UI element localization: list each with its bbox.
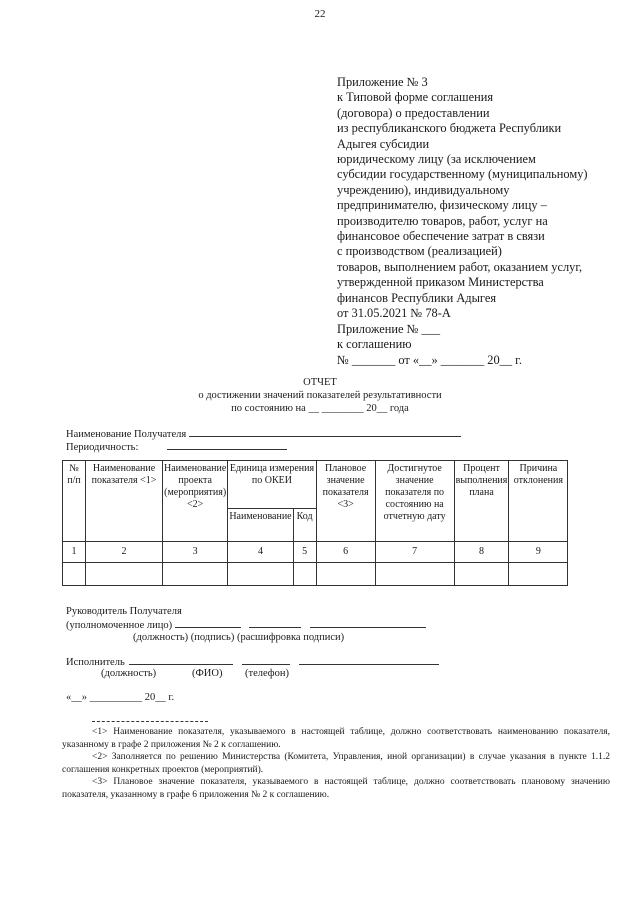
annex-line: производителю товаров, работ, услуг на — [337, 213, 548, 228]
annex-line: с производством (реализацией) — [337, 244, 502, 259]
recipient-label: Наименование Получателя — [66, 429, 187, 440]
footnote-divider — [92, 721, 208, 722]
report-subtitle: о достижении значений показателей результативности — [198, 390, 442, 401]
position-input-line[interactable] — [175, 618, 241, 628]
report-as-of: по состоянию на __ ________ 20__ года — [231, 403, 409, 414]
table-cell[interactable] — [63, 563, 86, 586]
column-number: 4 — [228, 542, 293, 563]
column-number: 1 — [63, 542, 86, 563]
agreement-annex-line: № _______ от «__» _______ 20__ г. — [337, 352, 522, 367]
recipient-field — [66, 427, 461, 440]
table-cell[interactable] — [375, 563, 454, 586]
executor-phone-caption: (телефон) — [245, 668, 289, 679]
head-signature-line — [66, 618, 426, 631]
table-cell[interactable] — [293, 563, 316, 586]
column-number: 9 — [509, 542, 568, 563]
signature-decoding-input-line[interactable] — [310, 618, 426, 628]
footnote-3: <3> Плановое значение показателя, указываемого в настоящей таблице, должно соответствовать плановому значению показателя, указанному в графе 6 приложения № 2 к соглашению. — [62, 777, 610, 800]
annex-line: к Типовой форме соглашения — [337, 90, 494, 105]
annex-line: финансов Республики Адыгея — [337, 290, 497, 305]
annex-line: предпринимателю, физическому лицу – — [337, 198, 547, 213]
footnote-2: <2> Заполняется по решению Министерства (Комитета, Управления, иной организации) в случае указания в пункте 1.1.2 соглашения конкретных проектов (мероприятий). — [62, 752, 610, 775]
annex-line: Приложение № 3 — [337, 75, 428, 89]
column-number: 5 — [293, 542, 316, 563]
executor-line — [66, 655, 439, 668]
table-cell[interactable] — [228, 563, 293, 586]
executor-fio-caption: (ФИО) — [192, 668, 223, 679]
header-unit-name: Наименование — [228, 509, 293, 542]
table-row — [63, 563, 568, 586]
header-num: № п/п — [63, 461, 86, 542]
annex-line: от 31.05.2021 № 78-А — [337, 306, 451, 321]
executor-fio-input-line[interactable] — [242, 655, 290, 665]
column-number: 3 — [163, 542, 228, 563]
header-indicator: Наименование показателя <1> — [86, 461, 163, 542]
table-cell[interactable] — [163, 563, 228, 586]
annex-line: Адыгея субсидии — [337, 136, 430, 151]
recipient-input-line[interactable] — [189, 427, 461, 437]
annex-line: (договора) о предоставлении — [337, 105, 490, 120]
table-cell[interactable] — [509, 563, 568, 586]
table-cell[interactable] — [86, 563, 163, 586]
annex-line: утвержденной приказом Министерства — [337, 275, 544, 290]
header-reason: Причина отклонения — [509, 461, 568, 542]
executor-position-input-line[interactable] — [129, 655, 233, 665]
column-number: 7 — [375, 542, 454, 563]
table-cell[interactable] — [316, 563, 375, 586]
agreement-annex-line: Приложение № ___ — [337, 322, 441, 336]
authorized-label: (уполномоченное лицо) — [66, 620, 173, 631]
executor-position-caption: (должность) — [101, 668, 157, 679]
report-table — [62, 460, 568, 586]
annex-line: юридическому лицу (за исключением — [337, 152, 536, 167]
head-caption: (должность) (подпись) (расшифровка подписи) — [133, 632, 345, 643]
column-number: 2 — [86, 542, 163, 563]
annex-line: из республиканского бюджета Республики — [337, 121, 562, 136]
signature-input-line[interactable] — [249, 618, 301, 628]
date-line: «__» __________ 20__ г. — [66, 692, 175, 703]
annex-header — [337, 75, 588, 322]
periodicity-label: Периодичность: — [66, 442, 139, 453]
header-unit: Единица измерения по ОКЕИ — [228, 461, 316, 509]
periodicity-field — [66, 440, 287, 453]
agreement-annex — [337, 322, 522, 368]
page-number: 22 — [314, 8, 326, 20]
column-number: 8 — [454, 542, 509, 563]
executor-phone-input-line[interactable] — [299, 655, 439, 665]
table-cell[interactable] — [454, 563, 509, 586]
annex-line: субсидии государственному (муниципальному) — [337, 167, 588, 182]
header-plan: Плановое значение показателя <3> — [316, 461, 375, 542]
annex-line: товаров, выполнением работ, оказанием услуг, — [337, 259, 583, 274]
header-percent: Процент выполнения плана — [454, 461, 509, 542]
periodicity-input-line[interactable] — [167, 440, 287, 450]
annex-line: учреждению), индивидуальному — [337, 182, 510, 197]
agreement-annex-line: к соглашению — [337, 337, 412, 352]
report-title: ОТЧЕТ — [303, 377, 337, 388]
footnotes — [62, 726, 610, 801]
header-achieved: Достигнутое значение показателя по состоянию на отчетную дату — [375, 461, 454, 542]
executor-label: Исполнитель — [66, 657, 125, 668]
header-project: Наименование проекта (мероприятия) <2> — [163, 461, 228, 542]
footnote-1: <1> Наименование показателя, указываемого в настоящей таблице, должно соответствовать наименованию показателя, указанному в графе 2 приложения № 2 к соглашению. — [62, 727, 610, 750]
header-unit-code: Код — [293, 509, 316, 542]
annex-line: финансовое обеспечение затрат в связи — [337, 229, 545, 244]
column-number: 6 — [316, 542, 375, 563]
head-label: Руководитель Получателя — [66, 606, 182, 617]
